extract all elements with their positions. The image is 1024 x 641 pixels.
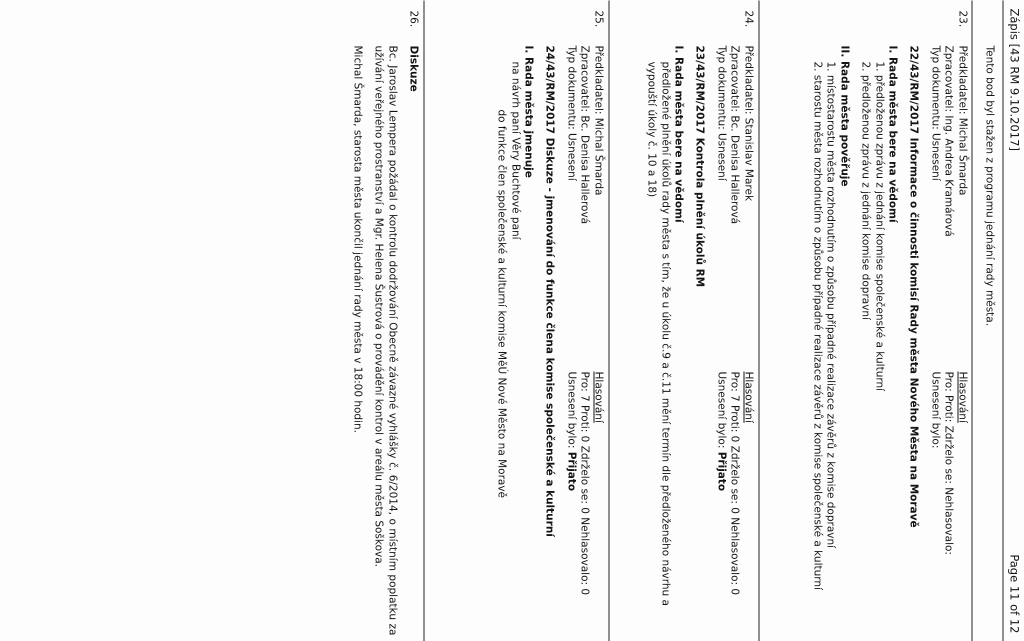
document-type: Typ dokumentu: Usnesení (929, 45, 941, 181)
vote-counts: Pro: 7 Proti: 0 Zdrželo se: 0 Nehlasovalo: 0 (728, 371, 741, 595)
intro-text: Tento bod byl stažen z programu jednání rady města. (983, 45, 995, 326)
closing-text: Michal Šmarda, starosta města ukončil jednání rady města v 18:00 hodin. (350, 45, 363, 433)
section-rule (608, 0, 609, 641)
resolution-title: 22/43/RM/2017 Informace o činnosti komisí Rady města Nového Města na Moravě (907, 45, 920, 528)
list-item: 1. místostarostu města rozhodnutím o způsobu případné realizace závěrů z komise dopravní (824, 61, 837, 548)
document-type: Typ dokumentu: Usnesení (715, 45, 727, 181)
resolution-status: Usnesení bylo: Přijato (565, 371, 577, 491)
section-number: 23. (956, 10, 968, 27)
processor: Zpracovatel: Bc. Denisa Hallerová (728, 45, 741, 224)
section-number: 26. (407, 10, 419, 27)
header-rule (1002, 0, 1003, 641)
meta-row (564, 45, 578, 635)
paragraph-heading: II. Rada města pověřuje (837, 45, 850, 187)
page-header (1005, 8, 1021, 633)
document-type: Typ dokumentu: Usnesení (565, 45, 577, 181)
vote-counts: Pro: Proti: Zdrželo se: Nehlasovalo: (942, 371, 955, 555)
meta-row (928, 45, 942, 635)
paragraph-heading: I. Rada města bere na vědomí (886, 45, 899, 223)
paragraph-text: do funkce člen společenské a kulturní komise MěÚ Nové Město na Moravě (495, 109, 508, 498)
submitter: Předkladatel: Stanislav Marek (742, 45, 754, 201)
resolution-result: Přijato (565, 451, 577, 491)
meta-row (741, 45, 755, 635)
section-number: 24. (742, 10, 754, 27)
submitter: Předkladatel: Michal Šmarda (956, 45, 968, 195)
meta-row (714, 45, 728, 635)
meta-row (955, 45, 969, 635)
resolution-status: Usnesení bylo: (929, 371, 941, 448)
meta-row (591, 45, 605, 635)
list-item: 1. předloženou zprávu z jednání komise společenské a kulturní (872, 61, 885, 391)
page-number: Page 11 of 12 (1007, 553, 1021, 633)
vote-counts: Pro: 7 Proti: 0 Zdrželo se: 0 Nehlasovalo: 0 (578, 371, 591, 595)
processor: Zpracovatel: Ing. Andrea Kramárová (942, 45, 955, 237)
meta-row (941, 45, 955, 635)
voting-label: Hlasování (592, 371, 604, 423)
section-title: Diskuze (407, 45, 419, 92)
voting-label: Hlasování (956, 371, 968, 423)
paragraph-heading: I. Rada města jmenuje (522, 45, 535, 178)
section-rule (423, 0, 424, 641)
header-title: Zápis [43 RM 9.10.2017] (1007, 8, 1021, 151)
resolution-title: 23/43/RM/2017 Kontrola plnění úkolů RM (693, 45, 706, 287)
submitter: Předkladatel: Michal Šmarda (592, 45, 604, 195)
section-number: 25. (592, 10, 604, 27)
resolution-status: Usnesení bylo: Přijato (715, 371, 727, 491)
resolution-result: Přijato (715, 451, 727, 491)
list-item: 2. starostu města rozhodnutím o způsobu případné realizace závěrů z komise společenské a kulturní (810, 61, 823, 590)
list-item: 2. předloženou zprávu z jednání komise dopravní (859, 61, 872, 320)
resolution-title: 24/43/RM/2017 Diskuze - jmenování do funkce člena komise společenské a kulturní (543, 45, 556, 537)
meta-row (727, 45, 741, 635)
voting-label: Hlasování (742, 371, 754, 423)
section-rule (758, 0, 759, 641)
meta-row (577, 45, 591, 635)
processor: Zpracovatel: Bc. Denisa Hallerová (578, 45, 591, 224)
section-rule (971, 0, 972, 641)
paragraph-text: předložené plnění úkolů rady města s tím, že u úkolu č.9 a č.11 mění termín dle předloženého návrhu a vypouští úkoly č. 10 a 18) (645, 61, 671, 606)
paragraph-heading: I. Rada města bere na vědomí (672, 45, 685, 223)
discussion-text: Bc. Jaroslav Lempera požádal o kontrolu dodržování Obecně závazné vyhlášky č. 6/2014, o místním poplatku za užívání veřejného prostranství a Mgr. Helena Šustrová o provádění kontrol v areálu města Soškova. (372, 45, 398, 635)
paragraph-text: na návrh paní Věry Buchtové paní (508, 61, 521, 240)
